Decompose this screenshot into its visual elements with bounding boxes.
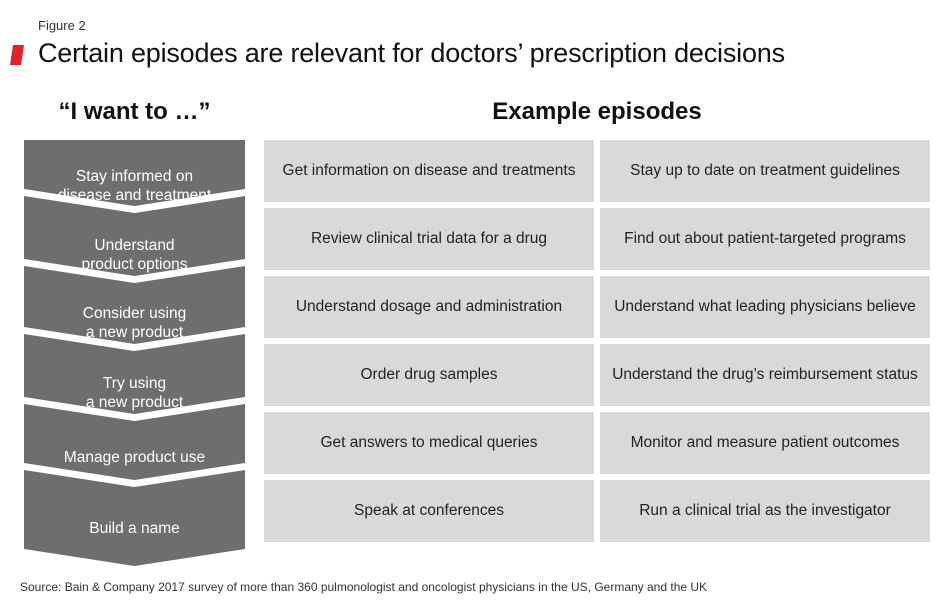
episode-cell-1-1: Get information on disease and treatments: [264, 140, 594, 202]
episode-cell-3-1: Understand dosage and administration: [264, 276, 594, 338]
episode-cell-6-1: Speak at conferences: [264, 480, 594, 542]
title-accent-mark: [10, 45, 24, 65]
goal-label-5: Manage product use: [63, 448, 206, 466]
episode-cell-3-2: Understand what leading physicians believe: [600, 276, 930, 338]
goal-label-4: Try using a new product: [85, 375, 184, 411]
goals-column-header: “I want to …”: [58, 98, 211, 125]
goal-label-2: Understand product options: [81, 237, 188, 273]
episode-cell-2-1: Review clinical trial data for a drug: [264, 208, 594, 270]
goal-label-3: Consider using a new product: [82, 305, 187, 341]
episode-cell-6-2: Run a clinical trial as the investigator: [600, 480, 930, 542]
figure-title: Certain episodes are relevant for doctors’ prescription decisions: [38, 38, 785, 68]
episode-cell-5-1: Get answers to medical queries: [264, 412, 594, 474]
episode-cell-4-1: Order drug samples: [264, 344, 594, 406]
figure-label: Figure 2: [38, 18, 86, 33]
episode-cell-5-2: Monitor and measure patient outcomes: [600, 412, 930, 474]
episodes-column-header: Example episodes: [492, 98, 702, 125]
source-note: Source: Bain & Company 2017 survey of more than 360 pulmonologist and oncologist physicians in the US, Germany and the UK: [20, 580, 708, 594]
goal-label-6: Build a name: [89, 519, 180, 537]
goal-label-1: Stay informed on disease and treatment: [57, 168, 212, 204]
episode-cell-1-2: Stay up to date on treatment guidelines: [600, 140, 930, 202]
episode-cell-4-2: Understand the drug’s reimbursement status: [600, 344, 930, 406]
episode-cell-2-2: Find out about patient-targeted programs: [600, 208, 930, 270]
